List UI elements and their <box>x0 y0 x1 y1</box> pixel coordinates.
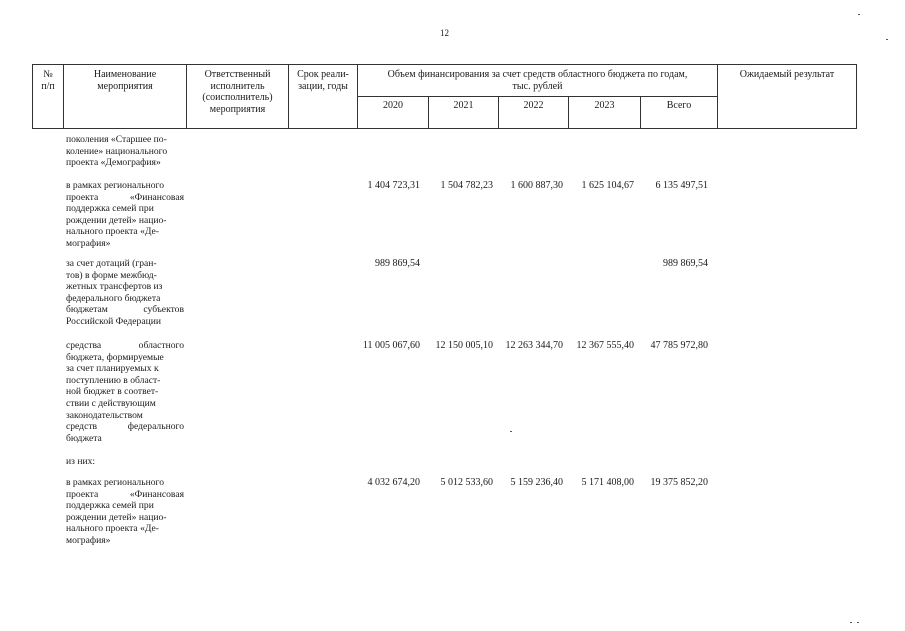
description-line <box>66 304 184 316</box>
scan-speck <box>858 14 860 15</box>
description-line: законодательством <box>66 409 143 421</box>
header-col-number: № п/п <box>41 69 55 92</box>
description-line <box>66 421 184 433</box>
description-word: «Финансовая <box>129 488 184 500</box>
row-description <box>66 477 184 547</box>
description-line <box>66 340 184 352</box>
description-line: за счет дотаций (гран- <box>66 258 157 269</box>
funding-value: 1 600 887,30 <box>510 180 563 191</box>
description-line: поддержка семей при <box>66 500 154 512</box>
page-number: 12 <box>440 28 449 38</box>
header-top-border <box>32 64 857 65</box>
header-year-2023: 2023 <box>594 100 615 111</box>
description-word: федерального <box>127 421 184 433</box>
description-line: в рамках регионального <box>66 477 165 488</box>
description-line <box>66 489 184 501</box>
funding-value: 4 032 674,20 <box>367 477 420 488</box>
description-line: поддержка семей при <box>66 203 154 215</box>
description-line: бюджета <box>66 432 102 444</box>
funding-value: 12 367 555,40 <box>576 340 634 351</box>
header-year-2022: 2022 <box>523 100 544 111</box>
funding-value: 6 135 497,51 <box>655 180 708 191</box>
scan-speck <box>857 622 859 623</box>
description-line: коление» национального <box>66 145 168 157</box>
scan-speck <box>886 39 888 40</box>
funding-value: 12 263 344,70 <box>505 340 563 351</box>
description-word: субъектов <box>143 304 184 316</box>
description-line: рождении детей» нацио- <box>66 511 167 523</box>
description-line: мография» <box>66 534 111 546</box>
description-line: федерального бюджета <box>66 292 161 304</box>
header-col-funding: Объем финансирования за счет средств областного бюджета по годам, тыс. рублей <box>387 69 688 92</box>
description-line: поколения «Старшее по- <box>66 134 167 145</box>
description-line: в рамках регионального <box>66 180 165 191</box>
description-line: нального проекта «Де- <box>66 226 159 238</box>
description-line: бюджета, формируемые <box>66 351 164 363</box>
header-year-total: Всего <box>666 100 692 111</box>
description-word: бюджетам <box>66 304 108 316</box>
description-line: ной бюджет в соответ- <box>66 386 159 398</box>
description-line: ствии с действующим <box>66 397 156 409</box>
description-word: областного <box>138 340 184 351</box>
description-line: мография» <box>66 237 111 249</box>
funding-value: 989 869,54 <box>375 258 420 269</box>
description-word: «Финансовая <box>129 191 184 203</box>
description-line: нального проекта «Де- <box>66 523 159 535</box>
row-description <box>66 180 184 250</box>
funding-value: 19 375 852,20 <box>650 477 708 488</box>
header-bottom-border <box>32 128 857 129</box>
grid-line <box>856 64 857 129</box>
header-col-name: Наименование мероприятия <box>93 69 157 92</box>
funding-value: 1 504 782,23 <box>440 180 493 191</box>
header-col-responsible: Ответственный исполнитель (соисполнитель) мероприятия <box>202 69 273 115</box>
funding-value: 11 005 067,60 <box>362 340 420 351</box>
header-year-2021: 2021 <box>453 100 474 111</box>
scan-speck <box>850 622 852 623</box>
description-line: из них: <box>66 456 96 467</box>
funding-value: 989 869,54 <box>663 258 708 269</box>
description-line: Российской Федерации <box>66 315 161 327</box>
funding-value: 47 785 972,80 <box>650 340 708 351</box>
description-line: рождении детей» нацио- <box>66 214 167 226</box>
funding-value: 5 159 236,40 <box>510 477 563 488</box>
description-word: проекта <box>66 191 99 203</box>
description-line: проекта «Демография» <box>66 157 161 169</box>
funding-value: 5 171 408,00 <box>581 477 634 488</box>
description-word: средств <box>66 421 98 433</box>
row-description <box>66 258 184 328</box>
description-line: за счет планируемых к <box>66 363 159 375</box>
description-word: проекта <box>66 488 99 500</box>
description-word: средства <box>66 340 102 351</box>
funding-value: 1 625 104,67 <box>581 180 634 191</box>
header-year-2020: 2020 <box>383 100 403 111</box>
description-line: тов) в форме межбюд- <box>66 269 157 281</box>
header-col-result: Ожидаемый результат <box>739 69 835 80</box>
funding-value: 12 150 005,10 <box>435 340 493 351</box>
funding-value: 5 012 533,60 <box>440 477 493 488</box>
row-description <box>66 134 184 169</box>
scan-speck <box>510 431 512 432</box>
row-description <box>66 340 184 444</box>
header-col-term: Срок реали- зации, годы <box>297 69 349 92</box>
description-line <box>66 192 184 204</box>
description-line: жетных трансфертов из <box>66 281 163 293</box>
header-year-divider <box>357 96 717 97</box>
description-line: поступлению в област- <box>66 374 161 386</box>
row-description <box>66 456 184 468</box>
funding-value: 1 404 723,31 <box>367 180 420 191</box>
